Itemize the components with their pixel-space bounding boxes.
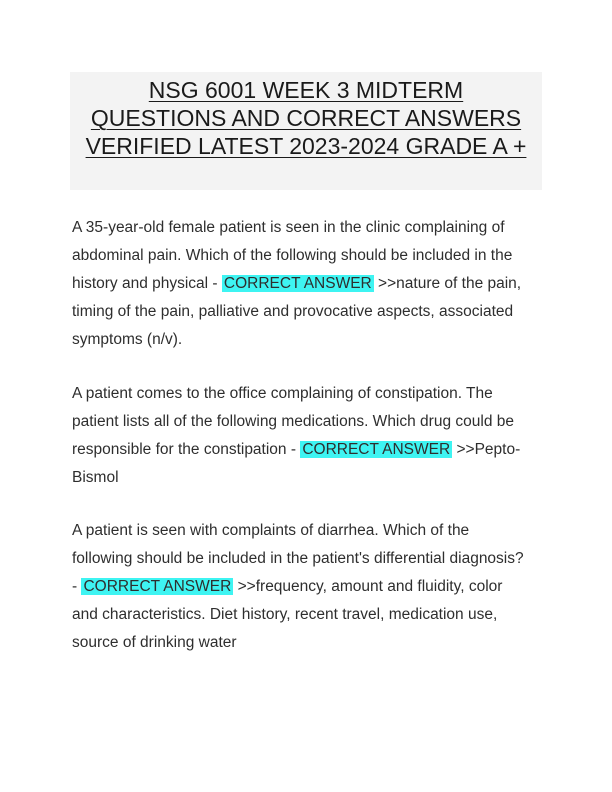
question-line-end: history and physical - bbox=[72, 275, 222, 292]
answer-line: and characteristics. Diet history, recent travel, medication use, bbox=[72, 606, 498, 623]
question-line: following should be included in the patient's differential diagnosis? bbox=[72, 550, 524, 567]
answer-line: symptoms (n/v). bbox=[72, 331, 183, 348]
question-line: patient lists all of the following medications. Which drug could be bbox=[72, 413, 514, 430]
question-line: A patient comes to the office complaining of constipation. The bbox=[72, 385, 493, 402]
answer-marker-line bbox=[72, 270, 550, 298]
title-line-3: VERIFIED LATEST 2023-2024 GRADE A + bbox=[85, 133, 527, 159]
qa-item-1 bbox=[72, 214, 550, 354]
answer-start: >>Pepto- bbox=[452, 441, 521, 458]
question-line-end: - bbox=[72, 578, 82, 595]
question-line: A 35-year-old female patient is seen in the clinic complaining of bbox=[72, 219, 505, 236]
qa-item-2 bbox=[72, 380, 550, 492]
question-line: A patient is seen with complaints of diarrhea. Which of the bbox=[72, 522, 470, 539]
answer-line: Bismol bbox=[72, 469, 119, 486]
title-line-1: NSG 6001 WEEK 3 MIDTERM bbox=[148, 77, 464, 103]
document-title bbox=[70, 72, 542, 160]
title-box bbox=[70, 72, 542, 190]
question-line-end: responsible for the constipation - bbox=[72, 441, 301, 458]
question-line: abdominal pain. Which of the following should be included in the bbox=[72, 247, 513, 264]
answer-marker-line bbox=[72, 573, 550, 601]
answer-start: >>frequency, amount and fluidity, color bbox=[233, 578, 503, 595]
answer-start: >>nature of the pain, bbox=[373, 275, 522, 292]
answer-line: source of drinking water bbox=[72, 634, 237, 651]
correct-answer-marker: CORRECT ANSWER bbox=[302, 441, 451, 458]
answer-line: timing of the pain, palliative and provocative aspects, associated bbox=[72, 303, 514, 320]
answer-marker-line bbox=[72, 436, 550, 464]
qa-item-3 bbox=[72, 517, 550, 657]
correct-answer-marker: CORRECT ANSWER bbox=[223, 275, 372, 292]
title-line-2: QUESTIONS AND CORRECT ANSWERS bbox=[90, 105, 522, 131]
correct-answer-marker: CORRECT ANSWER bbox=[83, 578, 232, 595]
